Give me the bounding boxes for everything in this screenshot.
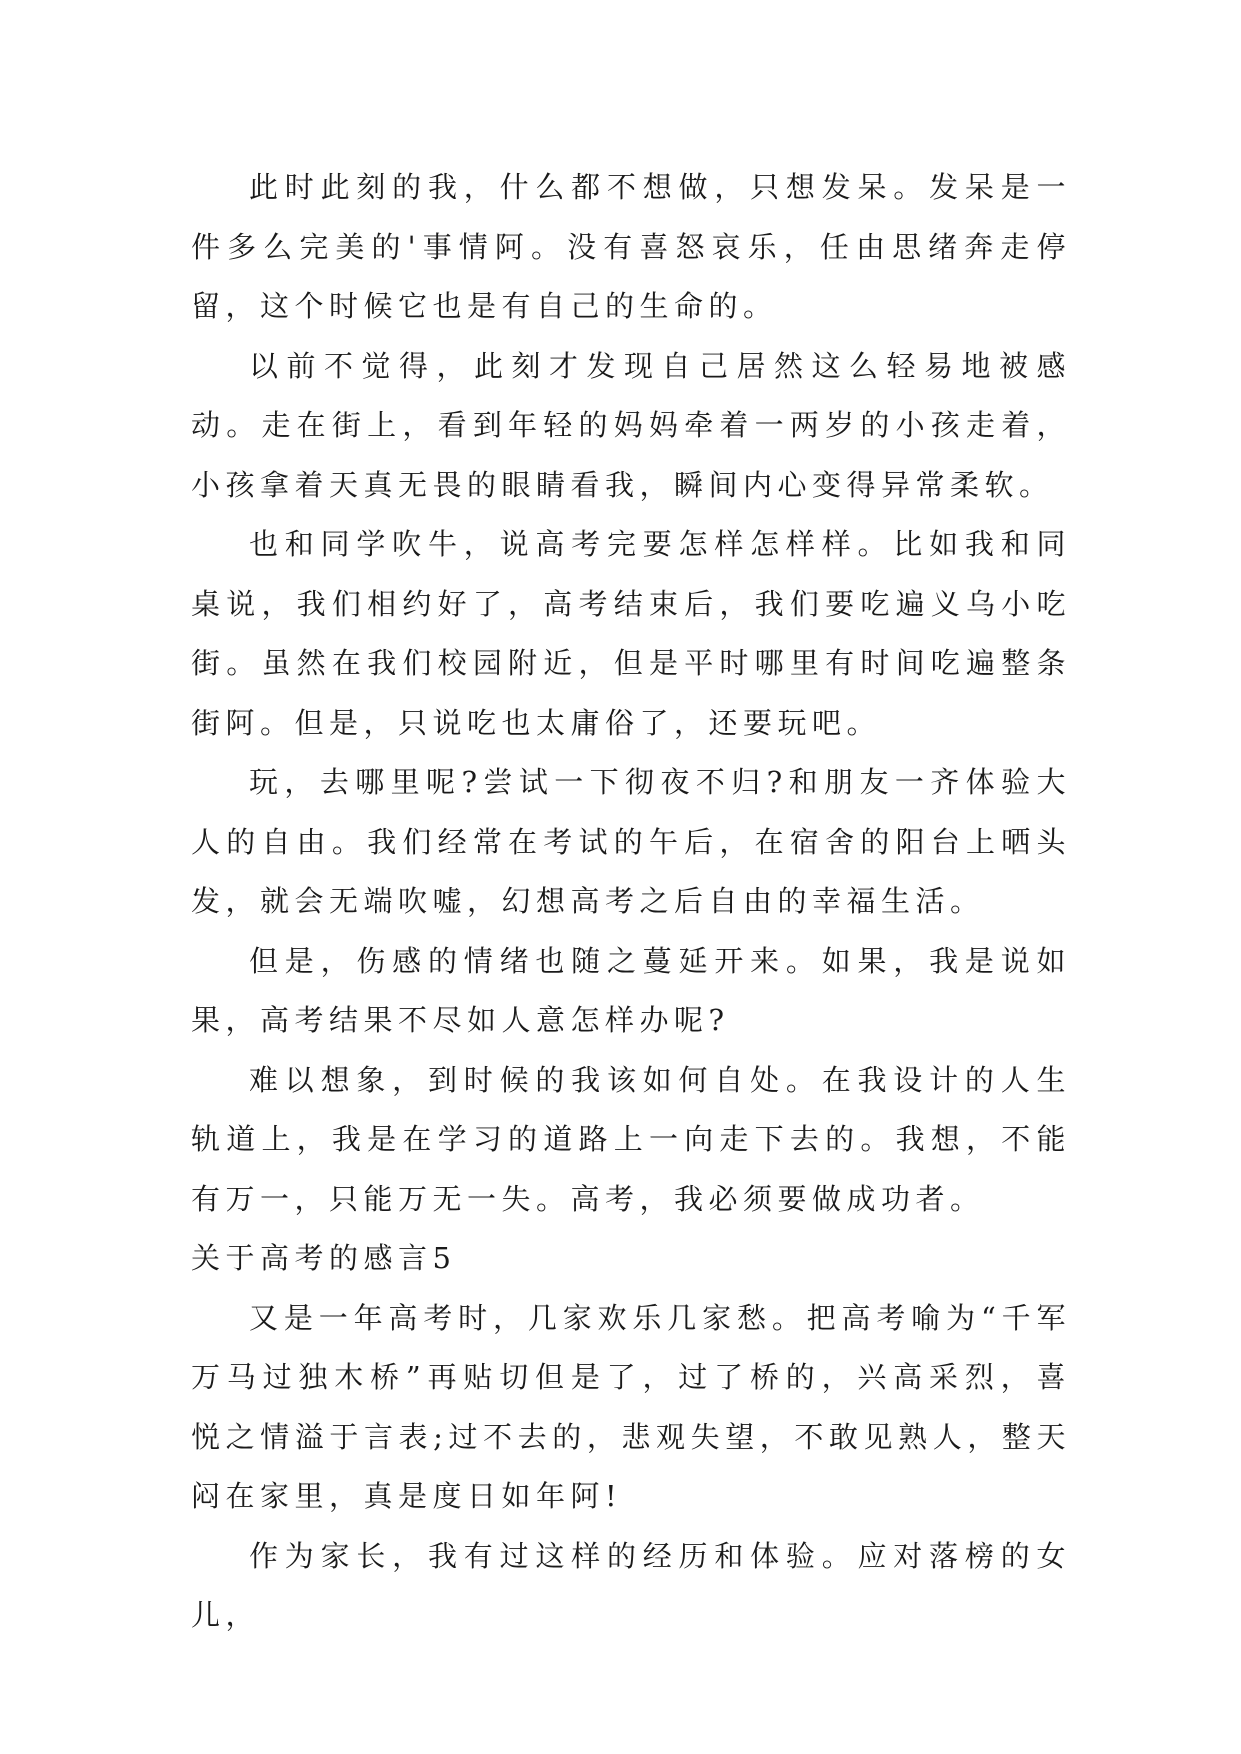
paragraph-4: 玩，去哪里呢?尝试一下彻夜不归?和朋友一齐体验大人的自由。我们经常在考试的午后，在宿舍的阳台上晒头发，就会无端吹嘘，幻想高考之后自由的幸福生活。 bbox=[191, 765, 1071, 918]
paragraph-3: 也和同学吹牛，说高考完要怎样怎样样。比如我和同桌说，我们相约好了，高考结束后，我们要吃遍义乌小吃街。虽然在我们校园附近，但是平时哪里有时间吃遍整条街阿。但是，只说吃也太庸俗了，还要玩吧。 bbox=[191, 527, 1071, 740]
paragraph-2: 以前不觉得，此刻才发现自己居然这么轻易地被感动。走在街上，看到年轻的妈妈牵着一两岁的小孩走着，小孩拿着天真无畏的眼睛看我，瞬间内心变得异常柔软。 bbox=[191, 348, 1071, 502]
paragraph-1: 此时此刻的我，什么都不想做，只想发呆。发呆是一件多么完美的'事情阿。没有喜怒哀乐，任由思绪奔走停留，这个时候它也是有自己的生命的。 bbox=[191, 170, 1071, 323]
paragraph-8: 作为家长，我有过这样的经历和体验。应对落榜的女儿， bbox=[191, 1538, 1071, 1632]
paragraph-5: 但是，伤感的情绪也随之蔓延开来。如果，我是说如果，高考结果不尽如人意怎样办呢? bbox=[191, 943, 1071, 1037]
document-body bbox=[191, 158, 1071, 1646]
paragraph-7: 又是一年高考时，几家欢乐几家愁。把高考喻为“千军万马过独木桥”再贴切但是了，过了桥的，兴高采烈，喜悦之情溢于言表;过不去的，悲观失望，不敢见熟人，整天闷在家里，真是度日如年阿! bbox=[191, 1300, 1071, 1513]
paragraph-6: 难以想象，到时候的我该如何自处。在我设计的人生轨道上，我是在学习的道路上一向走下去的。我想，不能有万一，只能万无一失。高考，我必须要做成功者。 bbox=[191, 1062, 1071, 1216]
section-heading: 关于高考的感言5 bbox=[191, 1241, 457, 1275]
